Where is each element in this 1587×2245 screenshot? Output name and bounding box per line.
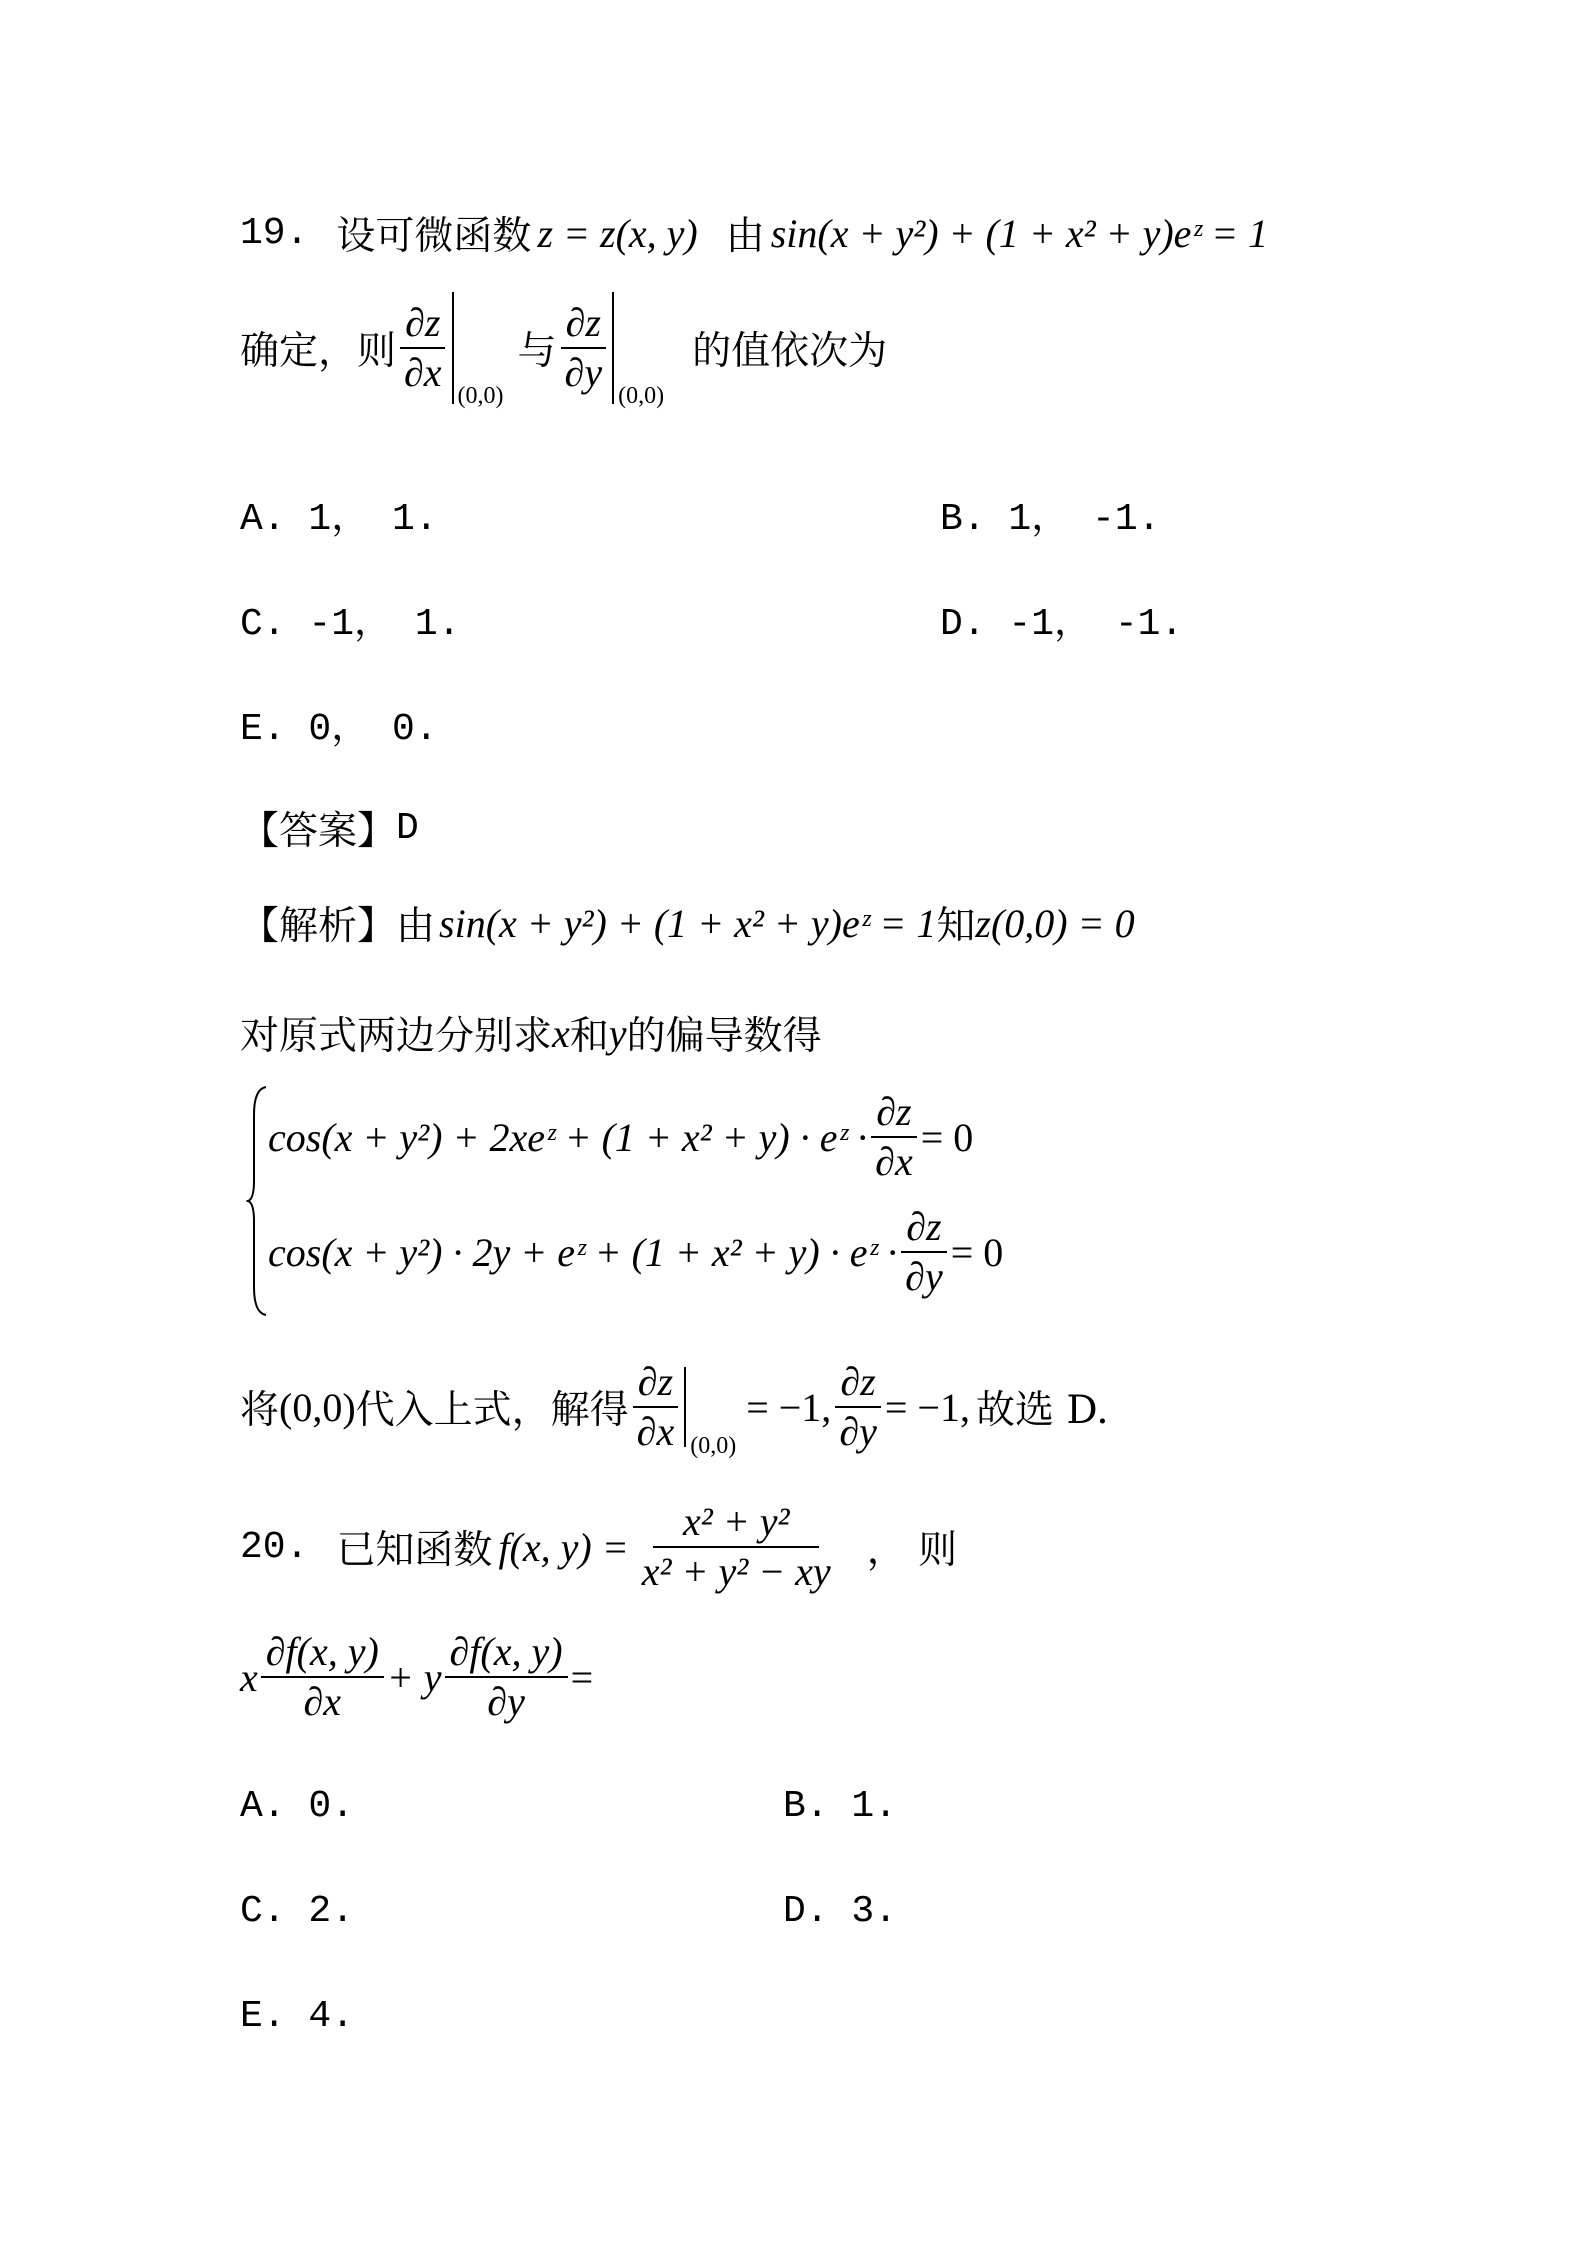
q19-final: [240, 1359, 1109, 1459]
q19-by: 由: [725, 214, 765, 259]
system-eq2: [268, 1205, 1003, 1299]
q19-tail: 的值依次为: [692, 329, 888, 374]
step2-and: 和: [569, 1014, 609, 1059]
frac-num: ∂z: [633, 1360, 678, 1408]
q20-func: f(x, y) =: [498, 1524, 629, 1570]
q19-option-d: D. -1， -1.: [940, 603, 1184, 646]
q20-line1: [240, 1500, 957, 1594]
q20-fraction: [637, 1500, 836, 1594]
partial-z-x-fraction: [632, 1360, 680, 1454]
q20-option-e: E. 4.: [240, 1995, 355, 2038]
eval-point: (0,0): [690, 1433, 737, 1459]
step2-text-a: 对原式两边分别求: [240, 1014, 553, 1059]
q19-line2: [240, 292, 888, 409]
final-text-c: 故选 D.: [975, 1388, 1109, 1433]
q19-equation: sin(x + y²) + (1 + x² + y)eᶻ = 1: [770, 210, 1269, 256]
eval-point: (0,0): [618, 383, 665, 409]
eval-bar: [452, 292, 456, 404]
q20-option-d: D. 3.: [783, 1890, 898, 1933]
var-x: x: [240, 1654, 258, 1700]
frac-den: ∂y: [905, 1254, 943, 1299]
eval-bar: [684, 1367, 688, 1447]
partial-z-y-fraction: [560, 301, 608, 395]
q20-expression: [240, 1630, 593, 1724]
partial-z-x-fraction: [870, 1090, 918, 1184]
q20-option-c: C. 2.: [240, 1890, 355, 1933]
final-value-2: = −1,: [884, 1384, 970, 1430]
analysis-label: 【解析】: [240, 904, 397, 949]
q19-option-e: E. 0， 0.: [240, 708, 438, 751]
frac-den: ∂x: [875, 1139, 913, 1184]
q20-denominator: x² + y² − xy: [641, 1549, 831, 1594]
frac-num: ∂z: [835, 1360, 880, 1408]
frac-num: ∂z: [871, 1090, 916, 1138]
frac-den: ∂y: [487, 1679, 525, 1724]
eq2-rhs: = 0: [950, 1229, 1004, 1275]
q19-option-c: C. -1， 1.: [240, 603, 461, 646]
system-eq1: [268, 1090, 973, 1184]
partial-f-x-fraction: [261, 1630, 384, 1724]
q19-number: 19.: [240, 211, 309, 255]
q19-answer: [240, 800, 419, 856]
partial-z-y-fraction: [900, 1205, 948, 1299]
answer-value: D: [396, 806, 419, 850]
eq1-rhs: = 0: [920, 1114, 974, 1160]
final-value-1: = −1,: [746, 1384, 832, 1430]
analysis-by: 由: [396, 904, 436, 949]
q20-numerator: x² + y²: [653, 1500, 819, 1548]
partial-z-x-fraction: [399, 301, 447, 395]
frac-num: ∂z: [901, 1205, 946, 1253]
q20-option-a: A. 0.: [240, 1785, 355, 1828]
q19-stem-part1: 设可微函数: [336, 214, 532, 259]
frac-den: ∂y: [839, 1409, 877, 1454]
partial-f-y-fraction: [445, 1630, 568, 1724]
q20-tail: ， 则: [866, 1528, 958, 1573]
eval-point: (0,0): [457, 383, 504, 409]
frac-num: ∂z: [400, 301, 445, 349]
q20-stem: 已知函数: [336, 1528, 493, 1573]
final-text-a: 将: [240, 1388, 280, 1433]
q19-option-a: A. 1， 1.: [240, 498, 438, 541]
var-y: y: [608, 1010, 627, 1056]
expr-equals: =: [570, 1654, 594, 1700]
var-x: x: [552, 1010, 570, 1056]
frac-den: ∂x: [303, 1679, 342, 1724]
eq1-lhs: cos(x + y²) + 2xeᶻ + (1 + x² + y) · eᶻ ·: [268, 1114, 868, 1160]
analysis-result: z(0,0) = 0: [975, 900, 1135, 946]
q20-number: 20.: [240, 1525, 309, 1569]
analysis-equation: sin(x + y²) + (1 + x² + y)eᶻ = 1: [439, 900, 937, 946]
q19-line1: [240, 205, 1268, 261]
partial-z-y-fraction: [834, 1360, 882, 1454]
answer-label: 【答案】: [240, 809, 397, 854]
q19-option-b: B. 1， -1.: [940, 498, 1161, 541]
eq2-lhs: cos(x + y²) · 2y + eᶻ + (1 + x² + y) · eᶻ ·: [268, 1229, 898, 1275]
final-text-b: 代入上式，解得: [355, 1388, 629, 1433]
frac-den: ∂x: [636, 1409, 675, 1454]
q19-stem-part2: 确定，则: [240, 329, 397, 374]
q19-analysis: [240, 895, 1135, 951]
eval-bar: [612, 292, 616, 404]
frac-den: ∂y: [564, 350, 603, 395]
q20-option-b: B. 1.: [783, 1785, 898, 1828]
left-brace-icon: [246, 1085, 270, 1317]
analysis-know: 知: [936, 904, 976, 949]
step2-text-b: 的偏导数得: [626, 1014, 822, 1059]
q19-step2: [240, 1005, 822, 1061]
frac-num: ∂f(x, y): [445, 1630, 568, 1678]
frac-den: ∂x: [404, 350, 442, 395]
plus-y: + y: [386, 1654, 442, 1700]
q19-func-def: z = z(x, y): [537, 210, 698, 256]
frac-num: ∂z: [561, 301, 606, 349]
frac-num: ∂f(x, y): [261, 1630, 384, 1678]
q19-and: 与: [517, 329, 557, 374]
final-point: (0,0): [279, 1384, 356, 1430]
